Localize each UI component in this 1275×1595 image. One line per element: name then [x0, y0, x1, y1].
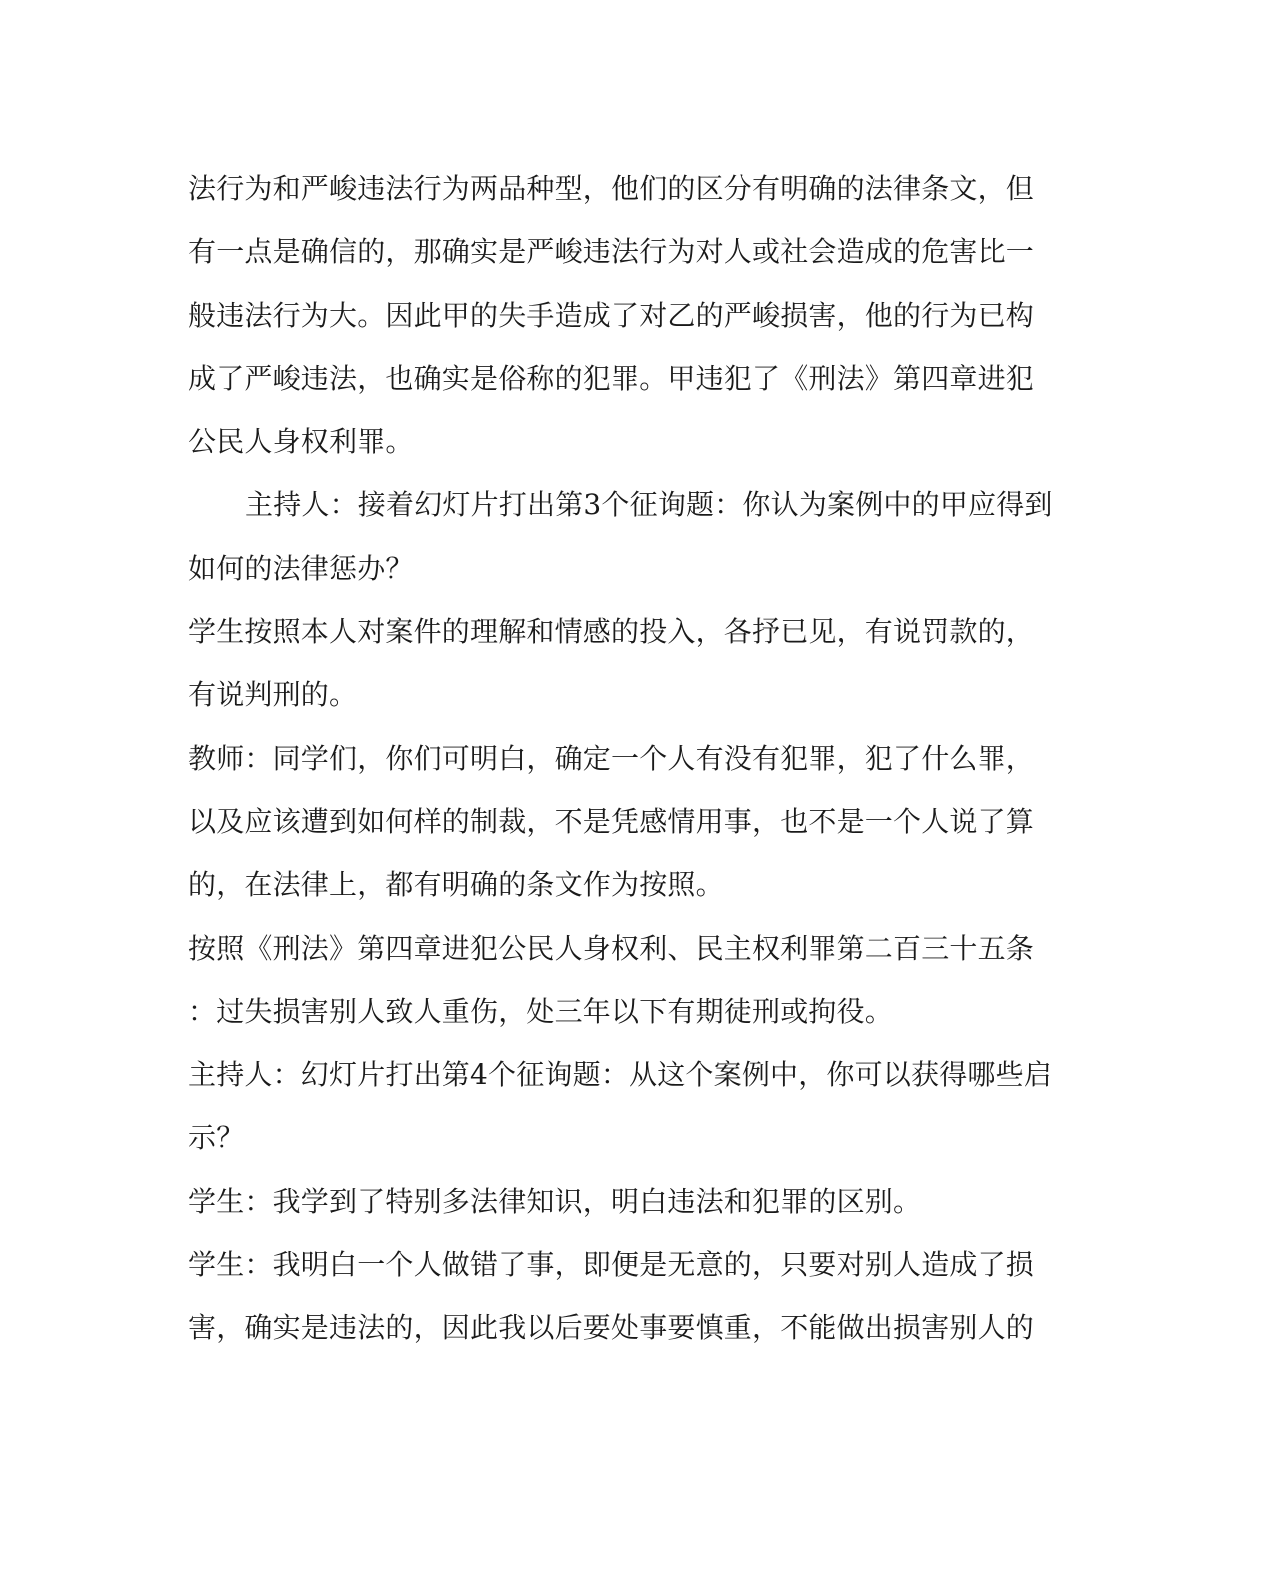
text-line: 有说判刑的。	[188, 678, 358, 712]
text-line: 主持人：接着幻灯片打出第3个征询题：你认为案例中的甲应得到	[245, 488, 1053, 522]
text-line: 成了严峻违法，也确实是俗称的犯罪。甲违犯了《刑法》第四章进犯	[188, 361, 1035, 395]
text-line: 害，确实是违法的，因此我以后要处事要慎重，不能做出损害别人的	[188, 1311, 1035, 1345]
text-line: 按照《刑法》第四章进犯公民人身权利、民主权利罪第二百三十五条	[188, 931, 1035, 965]
text-line: 有一点是确信的，那确实是严峻违法行为对人或社会造成的危害比一	[188, 235, 1035, 269]
text-line: 学生：我学到了特别多法律知识，明白违法和犯罪的区别。	[188, 1184, 922, 1218]
text-line: 教师：同学们，你们可明白，确定一个人有没有犯罪，犯了什么罪，	[188, 741, 1035, 775]
text-line: 如何的法律惩办？	[188, 551, 414, 585]
text-line: 的，在法律上，都有明确的条文作为按照。	[188, 868, 724, 902]
text-line: 法行为和严峻违法行为两品种型，他们的区分有明确的法律条文，但	[188, 172, 1035, 205]
text-line: 般违法行为大。因此甲的失手造成了对乙的严峻损害，他的行为已构	[188, 298, 1035, 332]
text-line: 学生：我明白一个人做错了事，即便是无意的，只要对别人造成了损	[188, 1248, 1035, 1282]
text-line: 公民人身权利罪。	[188, 425, 414, 459]
text-line: ：过失损害别人致人重伤，处三年以下有期徒刑或拘役。	[188, 994, 894, 1028]
text-line: 学生按照本人对案件的理解和情感的投入，各抒已见，有说罚款的，	[188, 615, 1035, 649]
text-line: 示？	[188, 1121, 245, 1155]
body-text	[188, 157, 1073, 1360]
text-line: 主持人：幻灯片打出第4个征询题：从这个案例中，你可以获得哪些启	[188, 1058, 1053, 1092]
text-line: 以及应该遭到如何样的制裁，不是凭感情用事，也不是一个人说了算	[188, 804, 1035, 838]
